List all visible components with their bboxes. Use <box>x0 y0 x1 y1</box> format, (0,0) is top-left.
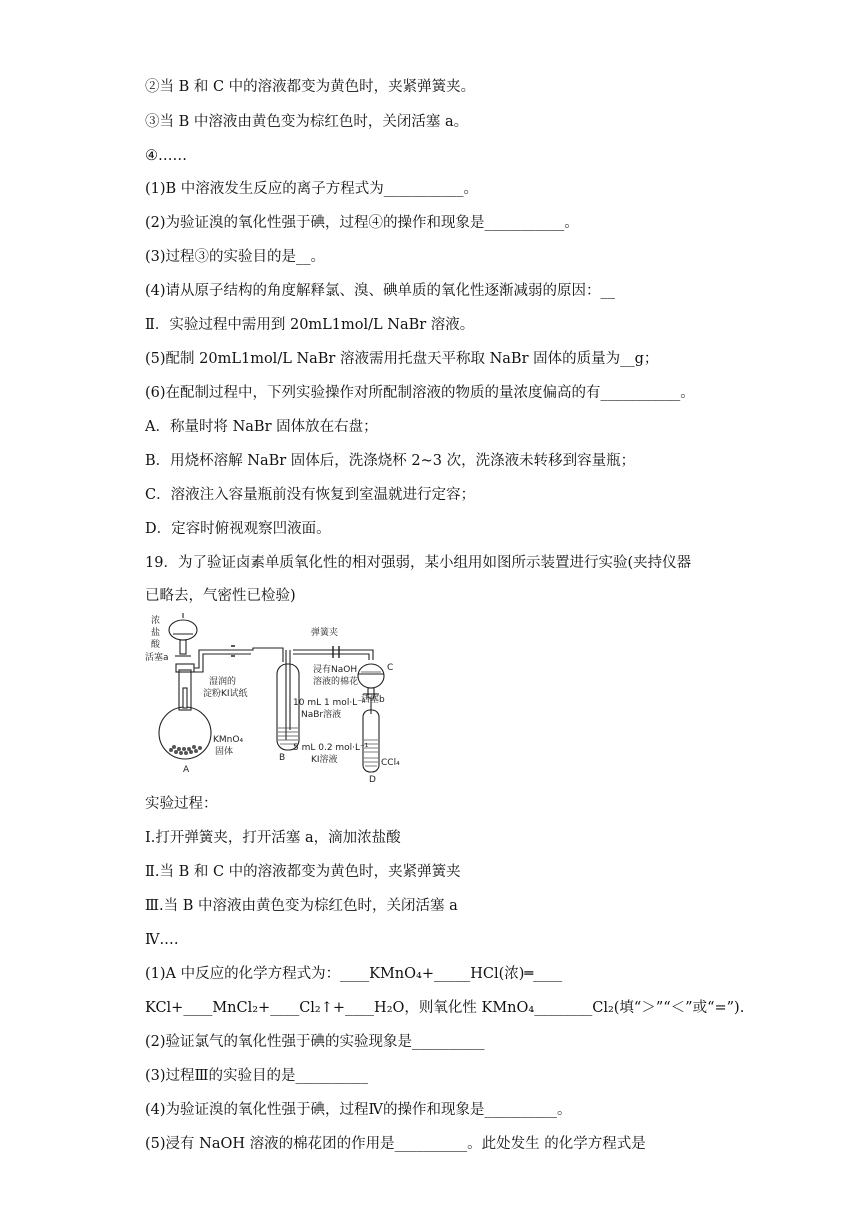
process-step-4: Ⅳ.… <box>145 932 179 948</box>
question-2: (2)为验证溴的氧化性强于碘，过程④的操作和现象是___________。 <box>145 215 579 231</box>
label-b-conc: 10 mL 1 mol·L⁻¹ <box>293 698 366 708</box>
label-nabr: NaBr溶液 <box>301 710 342 720</box>
q19-3: (3)过程Ⅲ的实验目的是__________ <box>145 1068 369 1084</box>
label-yan: 盐 <box>151 628 161 638</box>
question-5: (5)配制 20mL1mol/L NaBr 溶液需用托盘天平称取 NaBr 固体的质量为__g； <box>145 351 659 367</box>
q19-1: (1)A 中反应的化学方程式为：____KMnO₄+_____HCl(浓)═____ <box>145 966 563 982</box>
process-step-2: Ⅱ.当 B 和 C 中的溶液都变为黄色时，夹紧弹簧夹 <box>145 864 461 880</box>
text-line-step3: ③当 B 中溶液由黄色变为棕红色时，关闭活塞 a。 <box>145 114 469 130</box>
question-3: (3)过程③的实验目的是__。 <box>145 249 326 265</box>
label-huosai-b: 活塞b <box>361 695 385 705</box>
q19-1-cont: KCl+____MnCl₂+____Cl₂↑+____H₂O，则氧化性 KMnO₄________Cl₂(填“＞”“＜”或“=”). <box>145 1000 745 1016</box>
process-step-3: Ⅲ.当 B 中溶液由黄色变为棕红色时，关闭活塞 a <box>145 898 458 914</box>
option-a: A．称量时将 NaBr 固体放在右盘； <box>145 419 378 435</box>
label-kmno4: KMnO₄ <box>213 735 244 745</box>
label-shirun: 湿润的 <box>209 677 237 687</box>
text-line-step4: ④…… <box>145 148 187 164</box>
label-d-conc: 5 mL 0.2 mol·L⁻¹ <box>293 743 369 753</box>
q19-4: (4)为验证溴的氧化性强于碘，过程Ⅳ的操作和现象是__________。 <box>145 1102 572 1118</box>
question-4: (4)请从原子结构的角度解释氯、溴、碘单质的氧化性逐渐减弱的原因：__ <box>145 283 616 299</box>
label-ccl4: CCl₄ <box>381 758 400 768</box>
label-c: C <box>387 663 394 673</box>
label-dianfen: 淀粉KI试纸 <box>203 689 248 699</box>
process-heading: 实验过程： <box>145 796 218 812</box>
text-line-step2: ②当 B 和 C 中的溶液都变为黄色时，夹紧弹簧夹。 <box>145 79 476 95</box>
q19-2: (2)验证氯气的氧化性强于碘的实验现象是__________ <box>145 1034 485 1050</box>
label-suan: 酸 <box>151 640 161 650</box>
label-nong: 浓 <box>151 616 161 626</box>
label-jinyou: 浸有NaOH <box>313 665 358 675</box>
option-c: C．溶液注入容量瓶前没有恢复到室温就进行定容； <box>145 487 476 503</box>
apparatus-figure <box>143 610 400 785</box>
label-mianhua: 溶液的棉花 <box>313 677 359 687</box>
option-b: B．用烧杯溶解 NaBr 固体后，洗涤烧杯 2~3 次，洗涤液未转移到容量瓶； <box>145 453 636 469</box>
q19-5: (5)浸有 NaOH 溶液的棉花团的作用是__________。此处发生 的化学方程式是 <box>145 1136 646 1152</box>
label-tanhuangjia: 弹簧夹 <box>311 628 339 638</box>
process-step-1: Ⅰ.打开弹簧夹，打开活塞 a，滴加浓盐酸 <box>145 830 401 846</box>
option-d: D．定容时俯视观察凹液面。 <box>145 521 331 537</box>
label-d: D <box>369 775 376 785</box>
label-ki: KI溶液 <box>311 755 338 765</box>
problem-19-stem-cont: 已略去，气密性已检验) <box>145 588 296 604</box>
label-b: B <box>279 753 286 763</box>
label-huosai-a: 活塞a <box>145 653 169 663</box>
part-ii-heading: Ⅱ．实验过程中需用到 20mL1mol/L NaBr 溶液。 <box>145 317 475 333</box>
question-1: (1)B 中溶液发生反应的离子方程式为___________。 <box>145 181 479 197</box>
label-a: A <box>183 765 190 775</box>
problem-19-stem: 19．为了验证卤素单质氧化性的相对强弱，某小组用如图所示装置进行实验(夹持仪器 <box>145 555 692 571</box>
label-guti: 固体 <box>215 747 234 757</box>
question-6: (6)在配制过程中，下列实验操作对所配制溶液的物质的量浓度偏高的有___________。 <box>145 385 695 401</box>
